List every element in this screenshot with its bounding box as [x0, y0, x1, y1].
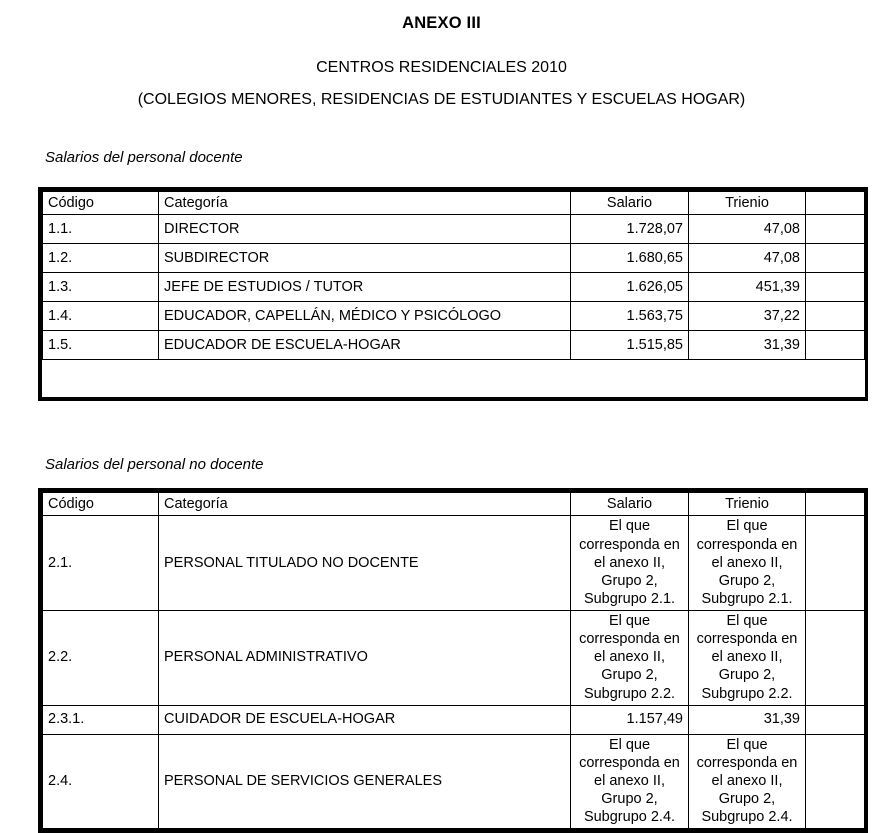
section-heading-no-docente: Salarios del personal no docente	[45, 456, 264, 474]
table-row	[43, 611, 865, 706]
table-spacer-cell	[806, 331, 865, 360]
cell-categoria: DIRECTOR	[159, 215, 571, 244]
table-row	[43, 273, 865, 302]
salary-table-no-docente	[38, 488, 868, 833]
cell-categoria: JEFE DE ESTUDIOS / TUTOR	[159, 273, 571, 302]
cell-trienio: 451,39	[689, 273, 806, 302]
cell-codigo: 1.4.	[43, 302, 159, 331]
cell-salario: 1.157,49	[571, 705, 689, 734]
cell-trienio: 37,22	[689, 302, 806, 331]
page-title: ANEXO III	[402, 14, 481, 32]
salary-table-docente	[38, 187, 868, 401]
cell-salario: El que corresponda en el anexo II, Grupo 2, Subgrupo 2.1.	[571, 516, 689, 611]
table-spacer-cell	[806, 493, 865, 516]
table-spacer-cell	[806, 705, 865, 734]
cell-trienio: El que corresponda en el anexo II, Grupo 2, Subgrupo 2.1.	[689, 516, 806, 611]
document-subtitle-secondary: (COLEGIOS MENORES, RESIDENCIAS DE ESTUDIANTES Y ESCUELAS HOGAR)	[137, 90, 746, 108]
cell-empty	[43, 360, 865, 398]
table-spacer-cell	[806, 516, 865, 611]
table-row	[43, 331, 865, 360]
cell-categoria: SUBDIRECTOR	[159, 244, 571, 273]
cell-salario: 1.515,85	[571, 331, 689, 360]
table-row	[43, 734, 865, 829]
table-header-row	[43, 192, 865, 215]
cell-salario: 1.626,05	[571, 273, 689, 302]
table-spacer-cell	[806, 215, 865, 244]
cell-trienio: 31,39	[689, 705, 806, 734]
column-header-trienio: Trienio	[689, 192, 806, 215]
cell-trienio: 47,08	[689, 244, 806, 273]
column-header-salario: Salario	[571, 493, 689, 516]
table-docente	[42, 191, 865, 397]
cell-salario: El que corresponda en el anexo II, Grupo 2, Subgrupo 2.4.	[571, 734, 689, 829]
table-spacer-cell	[806, 302, 865, 331]
column-header-categoria: Categoría	[159, 192, 571, 215]
table-spacer-cell	[806, 273, 865, 302]
section-heading-docente: Salarios del personal docente	[45, 149, 243, 167]
cell-codigo: 1.1.	[43, 215, 159, 244]
cell-salario: 1.728,07	[571, 215, 689, 244]
cell-categoria: PERSONAL TITULADO NO DOCENTE	[159, 516, 571, 611]
document-subtitle-primary: CENTROS RESIDENCIALES 2010	[316, 58, 567, 76]
table-empty-row	[43, 360, 865, 398]
cell-codigo: 2.3.1.	[43, 705, 159, 734]
table-row	[43, 516, 865, 611]
table-row	[43, 302, 865, 331]
cell-trienio: El que corresponda en el anexo II, Grupo 2, Subgrupo 2.4.	[689, 734, 806, 829]
column-header-codigo: Código	[43, 192, 159, 215]
cell-categoria: EDUCADOR, CAPELLÁN, MÉDICO Y PSICÓLOGO	[159, 302, 571, 331]
column-header-trienio: Trienio	[689, 493, 806, 516]
table-spacer-cell	[806, 192, 865, 215]
cell-codigo: 1.3.	[43, 273, 159, 302]
cell-salario: 1.563,75	[571, 302, 689, 331]
table-row	[43, 705, 865, 734]
column-header-categoria: Categoría	[159, 493, 571, 516]
table-spacer-cell	[806, 611, 865, 706]
table-spacer-cell	[806, 734, 865, 829]
table-row	[43, 244, 865, 273]
cell-categoria: CUIDADOR DE ESCUELA-HOGAR	[159, 705, 571, 734]
cell-codigo: 1.5.	[43, 331, 159, 360]
cell-codigo: 2.4.	[43, 734, 159, 829]
table-header-row	[43, 493, 865, 516]
column-header-codigo: Código	[43, 493, 159, 516]
cell-trienio: El que corresponda en el anexo II, Grupo 2, Subgrupo 2.2.	[689, 611, 806, 706]
table-row	[43, 215, 865, 244]
cell-codigo: 1.2.	[43, 244, 159, 273]
column-header-salario: Salario	[571, 192, 689, 215]
cell-categoria: EDUCADOR DE ESCUELA-HOGAR	[159, 331, 571, 360]
cell-salario: El que corresponda en el anexo II, Grupo 2, Subgrupo 2.2.	[571, 611, 689, 706]
cell-salario: 1.680,65	[571, 244, 689, 273]
cell-trienio: 31,39	[689, 331, 806, 360]
table-spacer-cell	[806, 244, 865, 273]
cell-categoria: PERSONAL ADMINISTRATIVO	[159, 611, 571, 706]
cell-trienio: 47,08	[689, 215, 806, 244]
table-no-docente	[42, 492, 865, 829]
cell-codigo: 2.2.	[43, 611, 159, 706]
cell-codigo: 2.1.	[43, 516, 159, 611]
cell-categoria: PERSONAL DE SERVICIOS GENERALES	[159, 734, 571, 829]
